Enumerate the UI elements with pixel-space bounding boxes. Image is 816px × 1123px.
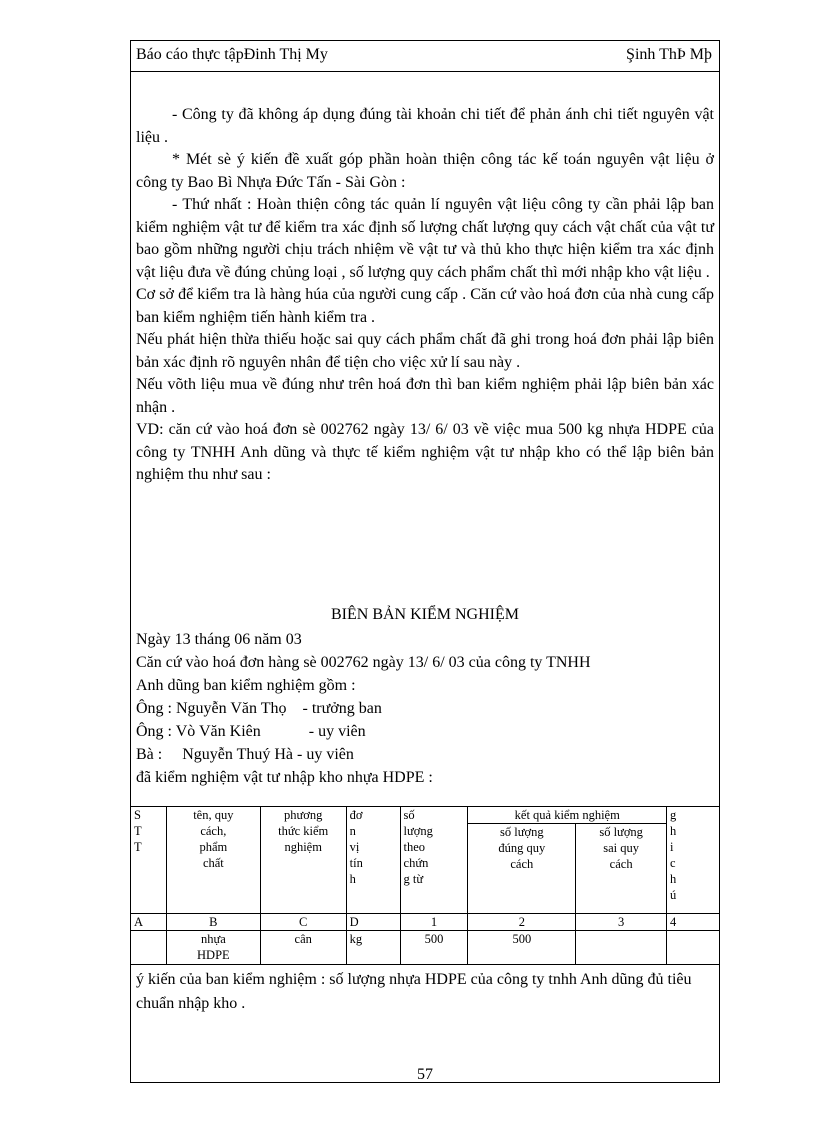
paragraph-3: - Thứ nhất : Hoàn thiện công tác quản lí nguyên vật liệu công ty cần phải lập ban kiểm nghiệm vật tư để kiểm tra xác định số lượng chất lượng quy cách vật chất của vật tư bao gồm những người chịu trách nhiệm về vật tư và thủ kho thực hiện kiểm tra xác định vật liệu đưa về đúng chủng loại , số lượng quy cách phẩm chất thì mới nhập kho vật liệu . xyxy=(136,196,714,281)
table-header-row xyxy=(131,807,720,824)
paragraph-7: VD: căn cứ vào hoá đơn sè 002762 ngày 13/ 6/ 03 về việc mua 500 kg nhựa HDPE của công ty TNHH Anh dũng và thực tế kiểm nghiệm vật tư nhập kho có thể lập biên bản nghiệm thu như sau : xyxy=(136,421,714,483)
report-title: BIÊN BẢN KIỂM NGHIỆM xyxy=(331,606,519,623)
header-left-text: Báo cáo thực tậpĐinh Thị My xyxy=(136,46,328,63)
inspection-table xyxy=(130,806,720,965)
code-cell: A xyxy=(131,914,167,931)
paragraph-5: Nếu phát hiện thừa thiếu hoặc sai quy cách phẩm chất đã ghi trong hoá đơn phải lập biên bản xác định rõ nguyên nhân để tiện cho việc xử lí sau này . xyxy=(136,331,714,371)
header-qty-bad: số lượng sai quy cách xyxy=(576,824,667,914)
cell-qty-bad xyxy=(576,931,667,965)
code-cell: C xyxy=(260,914,346,931)
header-qty-doc: số lượng theo chứn g từ xyxy=(400,807,468,914)
code-cell: 4 xyxy=(667,914,720,931)
paragraph-1: - Công ty đã không áp dụng đúng tài khoản chi tiết để phản ánh chi tiết nguyên vật liệu . xyxy=(136,106,714,146)
report-member-2: Ông : Vò Văn Kiên - uy viên xyxy=(136,723,366,740)
page-number: 57 xyxy=(417,1066,433,1083)
cell-qty-doc: 500 xyxy=(400,931,468,965)
paragraph-4: Cơ sở để kiểm tra là hàng húa của người cung cấp . Căn cứ vào hoá đơn của nhà cung cấp ban kiểm nghiệm tiến hành kiểm tra . xyxy=(136,286,714,326)
header-stt: S T T xyxy=(131,807,167,914)
cell-qty-ok: 500 xyxy=(468,931,576,965)
report-date: Ngày 13 tháng 06 năm 03 xyxy=(136,631,302,648)
table-row xyxy=(131,931,720,965)
code-cell: 1 xyxy=(400,914,468,931)
report-member-3: Bà : Nguyễn Thuý Hà - uy viên xyxy=(136,746,354,763)
header-note: g h i c h ú xyxy=(667,807,720,914)
cell-stt xyxy=(131,931,167,965)
report-intro: đã kiểm nghiệm vật tư nhập kho nhựa HDPE : xyxy=(136,769,433,786)
code-cell: D xyxy=(346,914,400,931)
report-basis-line-1: Căn cứ vào hoá đơn hàng sè 002762 ngày 13/ 6/ 03 của công ty TNHH xyxy=(136,654,591,671)
report-basis-line-2: Anh dũng ban kiểm nghiệm gồm : xyxy=(136,677,356,694)
cell-method: cân xyxy=(260,931,346,965)
code-cell: B xyxy=(166,914,260,931)
table-code-row xyxy=(131,914,720,931)
cell-name: nhựa HDPE xyxy=(166,931,260,965)
header-name: tên, quy cách, phẩm chất xyxy=(166,807,260,914)
report-meta xyxy=(136,628,714,789)
body-text xyxy=(136,104,714,487)
header-qty-ok: số lượng đúng quy cách xyxy=(468,824,576,914)
code-cell: 3 xyxy=(576,914,667,931)
header-method: phương thức kiểm nghiệm xyxy=(260,807,346,914)
header-result: kết quả kiểm nghiệm xyxy=(468,807,667,824)
page-header xyxy=(130,40,720,72)
header-unit: đơ n vị tín h xyxy=(346,807,400,914)
report-member-1: Ông : Nguyễn Văn Thọ - trưởng ban xyxy=(136,700,382,717)
paragraph-6: Nếu võth liệu mua về đúng như trên hoá đơn thì ban kiểm nghiệm phải lập biên bản xác nhận . xyxy=(136,376,714,416)
header-right-text: Şinh ThÞ Mþ xyxy=(626,46,712,63)
cell-unit: kg xyxy=(346,931,400,965)
cell-note xyxy=(667,931,720,965)
paragraph-2: * Mét sè ý kiến đề xuất góp phần hoàn thiện công tác kế toán nguyên vật liệu ở công ty Bao Bì Nhựa Đức Tấn - Sài Gòn : xyxy=(136,151,714,191)
code-cell: 2 xyxy=(468,914,576,931)
conclusion-text: ý kiến của ban kiểm nghiệm : số lượng nhựa HDPE của công ty tnhh Anh dũng đủ tiêu chuẩn nhập kho . xyxy=(136,971,692,1012)
